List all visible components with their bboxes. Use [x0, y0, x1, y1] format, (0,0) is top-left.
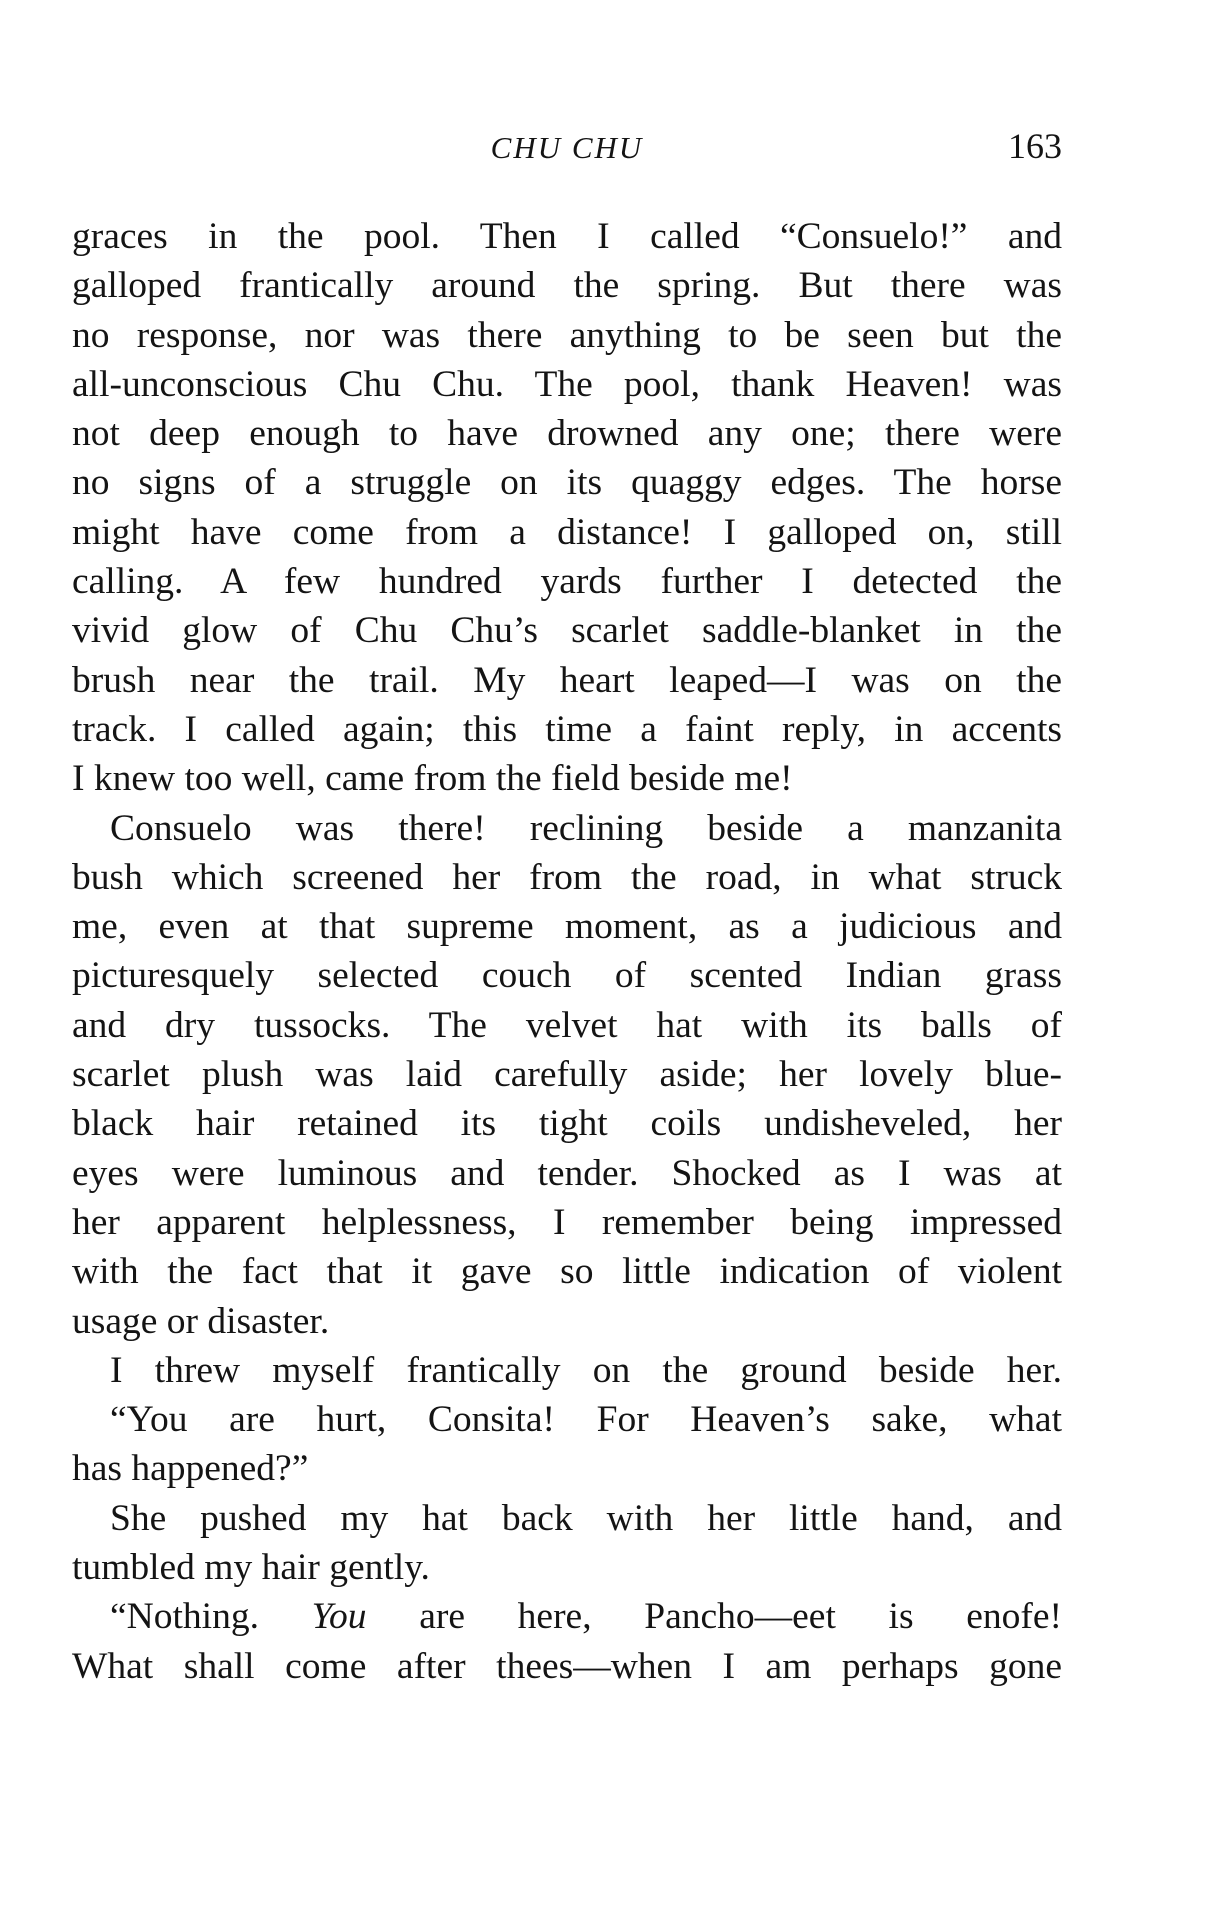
text-line: scarlet plush was laid carefully aside; her lovely blue- — [72, 1054, 1062, 1096]
paragraph-start-line: “You are hurt, Consita! For Heaven’s sake, what — [110, 1399, 1062, 1441]
paragraph-start-line: Consuelo was there! reclining beside a manzanita — [110, 807, 1062, 849]
running-head — [72, 128, 1062, 176]
text-line: calling. A few hundred yards further I detected the — [72, 561, 1062, 603]
text-run: “Nothing. — [110, 1596, 312, 1638]
text-line: her apparent helplessness, I remember being impressed — [72, 1201, 1062, 1243]
paragraph-start-line — [72, 1592, 1062, 1641]
text-line: might have come from a distance! I galloped on, still — [72, 511, 1062, 553]
text-line: no response, nor was there anything to be seen but the — [72, 314, 1062, 356]
text-line: all-unconscious Chu Chu. The pool, thank Heaven! was — [72, 363, 1062, 405]
text-line: black hair retained its tight coils undisheveled, her — [72, 1103, 1062, 1145]
body-text — [72, 212, 1062, 1691]
text-line: eyes were luminous and tender. Shocked as I was at — [72, 1152, 1062, 1194]
page-number: 163 — [1008, 126, 1062, 166]
italic-emphasis: You — [311, 1596, 367, 1638]
text-run: are here, Pancho—eet is enofe! — [366, 1596, 1062, 1638]
paragraph-end-line: I knew too well, came from the field beside me! — [72, 758, 793, 800]
text-line: brush near the trail. My heart leaped—I was on the — [72, 659, 1062, 701]
text-line: What shall come after thees—when I am perhaps gone — [72, 1645, 1062, 1687]
running-title: CHU CHU — [490, 130, 644, 165]
paragraph-end-line: tumbled my hair gently. — [72, 1547, 430, 1589]
text-line: picturesquely selected couch of scented Indian grass — [72, 955, 1062, 997]
paragraph-single-line: I threw myself frantically on the ground beside her. — [110, 1349, 1062, 1391]
paragraph-end-line: has happened?” — [72, 1448, 309, 1490]
text-line: bush which screened her from the road, in what struck — [72, 856, 1062, 898]
text-line: track. I called again; this time a faint reply, in accents — [72, 708, 1062, 750]
text-line: vivid glow of Chu Chu’s scarlet saddle-blanket in the — [72, 610, 1062, 652]
text-line: with the fact that it gave so little indication of violent — [72, 1251, 1062, 1293]
text-line: graces in the pool. Then I called “Consuelo!” and — [72, 216, 1062, 257]
text-line: and dry tussocks. The velvet hat with its balls of — [72, 1004, 1062, 1046]
text-line: me, even at that supreme moment, as a judicious and — [72, 906, 1062, 948]
text-line: not deep enough to have drowned any one; there were — [72, 413, 1062, 455]
text-line: galloped frantically around the spring. But there was — [72, 265, 1062, 307]
text-line: no signs of a struggle on its quaggy edges. The horse — [72, 462, 1062, 504]
paragraph-start-line: She pushed my hat back with her little hand, and — [110, 1497, 1062, 1539]
paragraph-end-line: usage or disaster. — [72, 1300, 330, 1342]
